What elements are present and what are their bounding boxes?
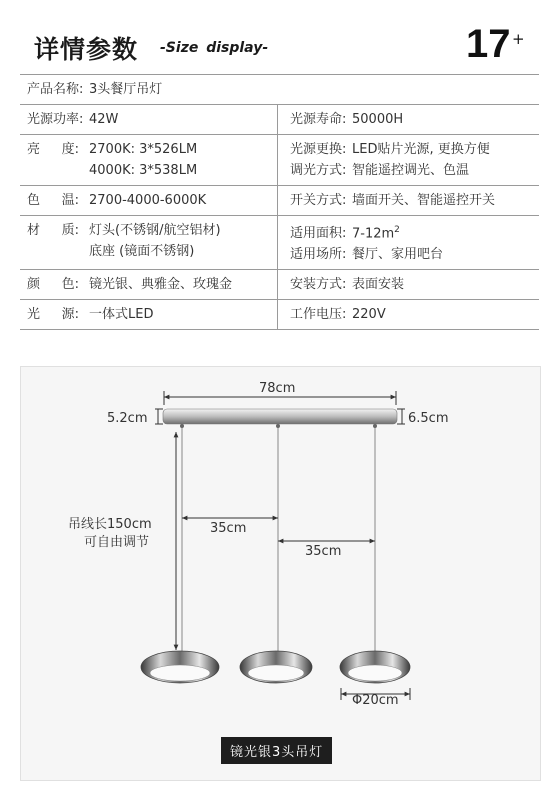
spec-label: 工作电压:	[290, 307, 347, 323]
spec-value: 智能遥控调光、色温	[352, 163, 470, 178]
base-depth-label: 6.5cm	[408, 411, 449, 426]
spec-label-part: 源:	[61, 307, 79, 323]
spec-label-part: 质:	[61, 223, 79, 238]
spec-value: 灯头(不锈钢/航空铝材)	[89, 223, 221, 238]
spec-value: 餐厅、家用吧台	[352, 247, 444, 263]
lamp-head	[340, 651, 410, 683]
wire-anchor	[276, 424, 280, 428]
spec-value: 2700K: 3*526LM	[89, 142, 198, 157]
ceiling-base	[163, 409, 397, 424]
spec-value: 表面安装	[352, 277, 405, 293]
spec-label-part: 亮	[27, 142, 41, 157]
spec-label: 产品名称:	[27, 82, 84, 97]
wire-anchor	[180, 424, 184, 428]
page-number-plus: +	[512, 30, 525, 48]
spec-label-part: 度:	[61, 142, 79, 157]
spec-label: 适用场所:	[290, 247, 347, 263]
page-number: 17	[466, 22, 511, 66]
product-caption: 镜光银3头吊灯	[221, 737, 332, 764]
lamp-head	[141, 651, 219, 683]
spec-value: 42W	[89, 112, 119, 127]
spec-label-part: 色	[27, 193, 41, 208]
spacing-label: 35cm	[210, 521, 247, 536]
spec-value: 一体式LED	[89, 307, 154, 323]
spec-value: 220V	[352, 307, 386, 323]
spec-label: 调光方式:	[290, 163, 347, 178]
base-height-label: 5.2cm	[107, 411, 148, 426]
spec-value: 底座 (镜面不锈钢)	[89, 244, 195, 259]
page-subtitle: -Size display-	[160, 40, 269, 56]
spacing-label: 35cm	[305, 544, 342, 559]
wire-anchor	[373, 424, 377, 428]
spec-value: 3头餐厅吊灯	[89, 82, 163, 97]
page-title: 详情参数	[34, 35, 139, 64]
spec-value-superscript: 2	[394, 225, 400, 235]
spec-label: 开关方式:	[290, 193, 347, 208]
spec-label-part: 颜	[27, 277, 41, 293]
spec-label-part: 温:	[61, 193, 79, 208]
spec-value: 2700-4000-6000K	[89, 193, 207, 208]
spec-value: 镜光银、典雅金、玫瑰金	[89, 277, 233, 293]
spec-label: 适用面积:	[290, 226, 347, 242]
spec-label: 光源更换:	[290, 142, 347, 157]
spec-label: 安装方式:	[290, 277, 347, 293]
width-label: 78cm	[259, 381, 296, 396]
spec-value: 7-12m	[352, 226, 395, 242]
lamp-head	[240, 651, 312, 683]
spec-value: 4000K: 3*538LM	[89, 163, 198, 178]
spec-label-part: 色:	[61, 277, 79, 293]
spec-value: 50000H	[352, 112, 404, 127]
spec-label-part: 光	[27, 307, 41, 323]
spec-label-part: 材	[27, 223, 41, 238]
spec-value: LED贴片光源, 更换方便	[352, 142, 490, 157]
diameter-label: Φ20cm	[352, 693, 399, 708]
spec-label: 光源寿命:	[290, 112, 347, 127]
cable-length-label: 吊线长150cm	[68, 517, 152, 532]
spec-label: 光源功率:	[27, 112, 84, 127]
spec-value: 墙面开关、智能遥控开关	[352, 193, 496, 208]
cable-adjustable-label: 可自由调节	[84, 535, 150, 550]
